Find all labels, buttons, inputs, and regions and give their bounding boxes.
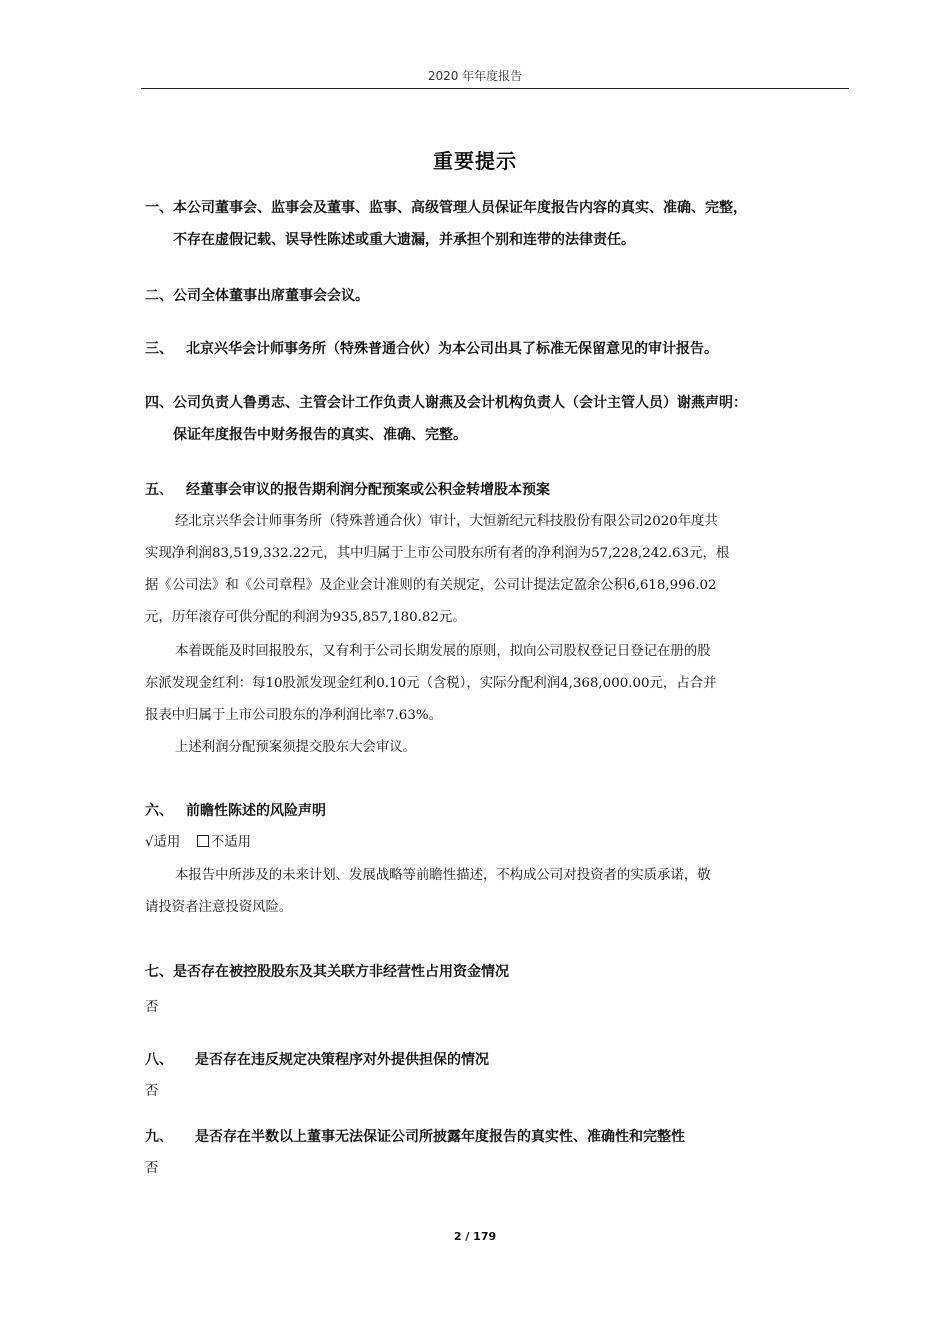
section-1-line-1: 一、本公司董事会、监事会及董事、监事、高级管理人员保证年度报告内容的真实、准确、完整， (145, 200, 747, 216)
section-8-number: 八、 (145, 1052, 173, 1068)
section-9-answer: 否 (145, 1161, 159, 1176)
section-1-number: 一、 (145, 200, 173, 216)
section-4-number: 四、 (145, 395, 173, 411)
section-4-line-1: 四、公司负责人鲁勇志、主管会计工作负责人谢燕及会计机构负责人（会计主管人员）谢燕声明： (145, 395, 747, 411)
section-5-p3-line-1: 上述利润分配预案须提交股东大会审议。 (175, 740, 417, 755)
section-7-number: 七、 (145, 964, 173, 980)
section-3-number: 三、 (145, 341, 173, 357)
section-2-number: 二、 (145, 288, 173, 304)
section-5-heading: 五、 经董事会审议的报告期利润分配预案或公积金转增股本预案 (145, 482, 550, 498)
section-5-p1-line-1: 经北京兴华会计师事务所（特殊普通合伙）审计，大恒新纪元科技股份有限公司2020年度共 (175, 514, 718, 529)
applicability-checkbox-row (145, 833, 251, 853)
section-6-number: 六、 (145, 803, 173, 819)
section-5-p2-line-1: 本着既能及时回报股东，又有利于公司长期发展的原则，拟向公司股权登记日登记在册的股 (175, 644, 711, 659)
page-number: 2 / 179 (453, 1230, 497, 1243)
checkmark-applicable: √适用 (145, 835, 181, 850)
section-6-p1-line-1: 本报告中所涉及的未来计划、发展战略等前瞻性描述，不构成公司对投资者的实质承诺，敬 (175, 868, 711, 883)
section-8-heading: 八、 是否存在违反规定决策程序对外提供担保的情况 (145, 1052, 489, 1068)
header-divider (141, 88, 849, 89)
section-5-p2-line-2: 东派发现金红利：每10股派发现金红利0.10元（含税），实际分配利润4,368,000.00元，占合并 (145, 676, 717, 691)
section-2: 二、公司全体董事出席董事会会议。 (145, 288, 369, 304)
section-7-heading: 七、是否存在被控股股东及其关联方非经营性占用资金情况 (145, 964, 509, 980)
empty-checkbox-icon (197, 835, 209, 847)
page-title: 重要提示 (433, 149, 517, 173)
section-6-p1-line-2: 请投资者注意投资风险。 (145, 900, 293, 915)
section-8-answer: 否 (145, 1084, 159, 1099)
section-6-heading: 六、 前瞻性陈述的风险声明 (145, 803, 326, 819)
section-9-heading: 九、 是否存在半数以上董事无法保证公司所披露年度报告的真实性、准确性和完整性 (145, 1129, 685, 1145)
section-4-line-2: 保证年度报告中财务报告的真实、准确、完整。 (173, 427, 467, 443)
section-7-answer: 否 (145, 1000, 159, 1015)
section-5-p1-line-3: 据《公司法》和《公司章程》及企业会计准则的有关规定，公司计提法定盈余公积6,618,996.02 (145, 578, 717, 593)
section-1-line-2: 不存在虚假记载、误导性陈述或重大遗漏，并承担个别和连带的法律责任。 (173, 232, 635, 248)
section-5-p2-line-3: 报表中归属于上市公司股东的净利润比率7.63%。 (145, 708, 442, 723)
section-3: 三、 北京兴华会计师事务所（特殊普通合伙）为本公司出具了标准无保留意见的审计报告。 (145, 341, 718, 357)
section-9-number: 九、 (145, 1129, 173, 1145)
section-5-p1-line-2: 实现净利润83,519,332.22元，其中归属于上市公司股东所有者的净利润为57,228,242.63元，根 (145, 546, 730, 561)
report-header-title: 2020 年年度报告 (427, 69, 523, 83)
section-5-number: 五、 (145, 482, 173, 498)
section-5-p1-line-4: 元，历年滚存可供分配的利润为935,857,180.82元。 (145, 610, 466, 625)
not-applicable-label: 不适用 (210, 835, 252, 850)
